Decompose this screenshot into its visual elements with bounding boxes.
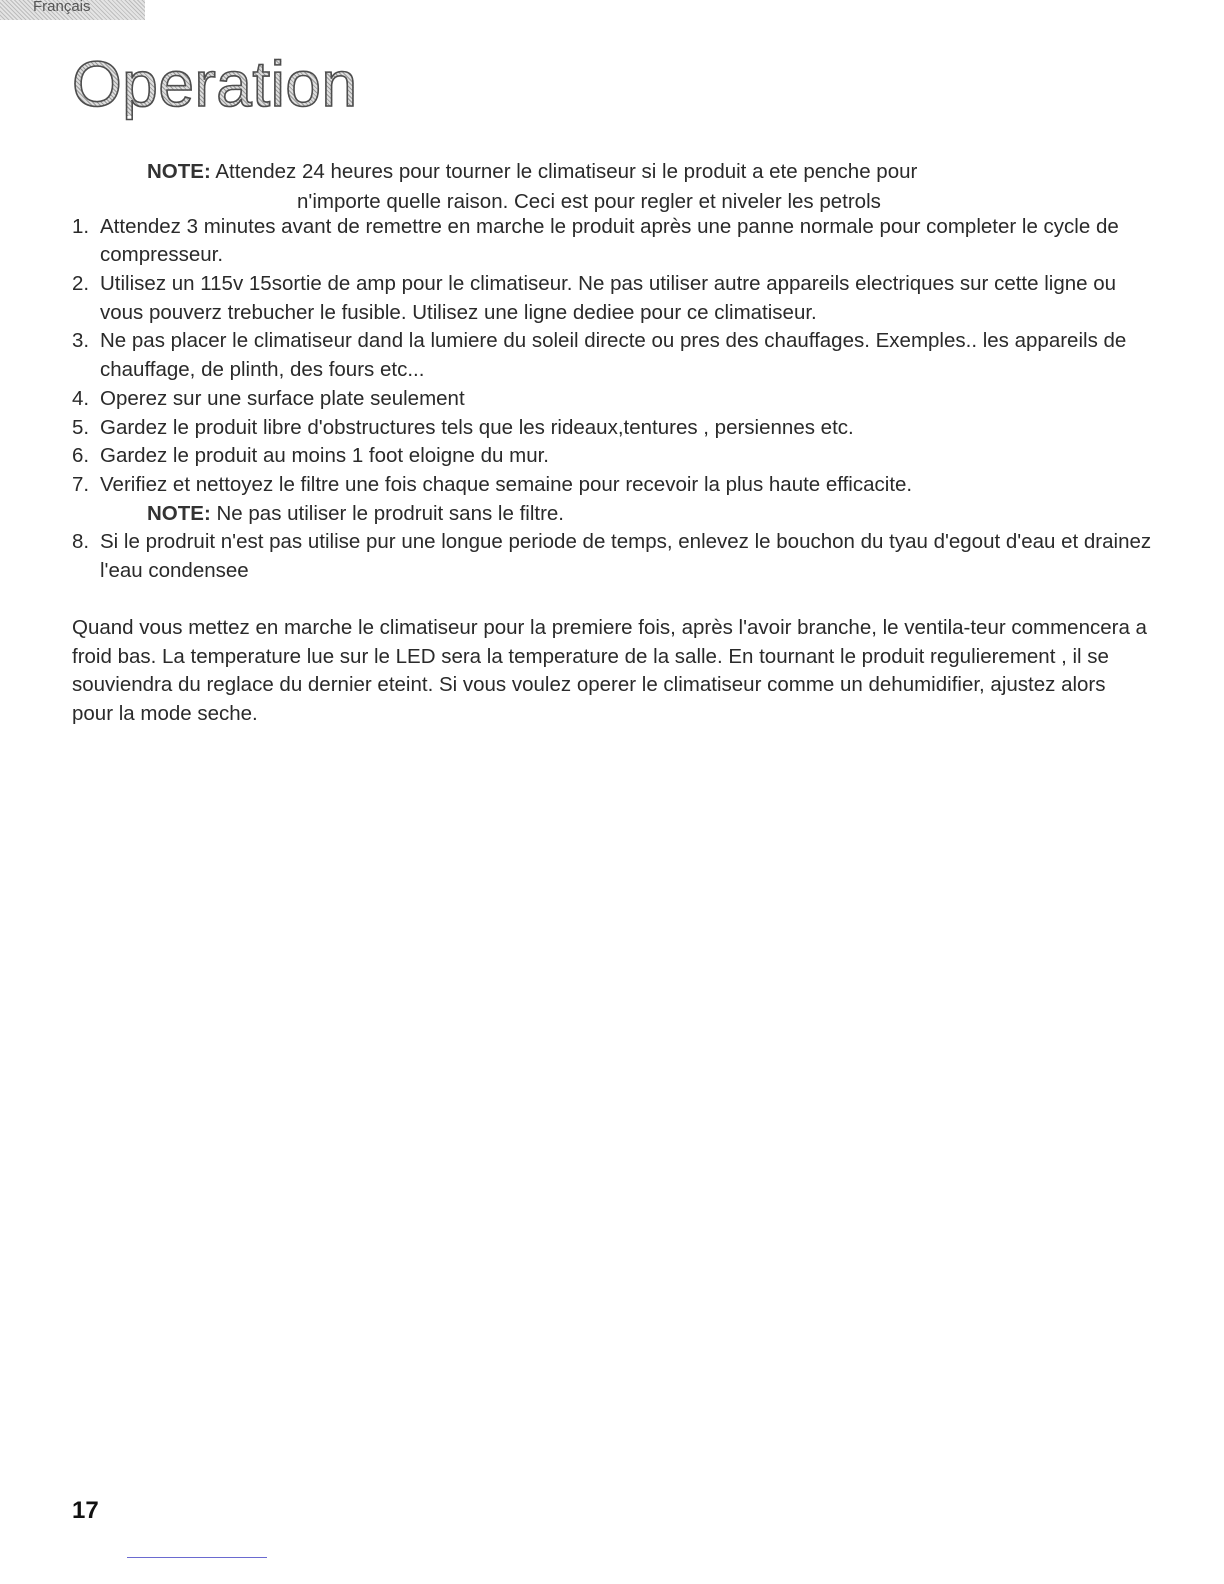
step-number: 5. (72, 415, 90, 439)
content-body (72, 158, 1157, 749)
note-text-line1: Attendez 24 heures pour tourner le climatiseur si le produit a ete penche pour (215, 160, 918, 183)
step-text: Gardez le produit au moins 1 foot eloigne du mur. (100, 444, 549, 468)
step-text: Operez sur une surface plate seulement (100, 386, 465, 410)
step-text: Gardez le produit libre d'obstructures tels que les rideaux,tentures , persiennes etc. (100, 415, 854, 439)
list-item (72, 442, 1157, 471)
list-item (72, 471, 1157, 528)
step-number: 3. (72, 329, 90, 353)
step-number: 6. (72, 444, 90, 468)
page-number: 17 (72, 1497, 99, 1524)
list-item (72, 385, 1157, 414)
step-number: 4. (72, 386, 90, 410)
note-text-line2: n'importe quelle raison. Ceci est pour regler et niveler les petrols (297, 189, 881, 213)
intro-note (72, 158, 1157, 213)
step-number: 8. (72, 530, 90, 554)
step-text: Attendez 3 minutes avant de remettre en marche le produit après une panne normale pour completer le cycle de compresseur. (100, 214, 1119, 267)
list-item (72, 414, 1157, 443)
step-text: Utilisez un 115v 15sortie de amp pour le climatiseur. Ne pas utiliser autre appareils electriques sur cette ligne ou vous pouverz trebucher le fusible. Utilisez une ligne dediee pour ce climatiseur. (100, 272, 1117, 324)
filter-note-text: Ne pas utiliser le prodruit sans le filtre. (216, 501, 564, 525)
note-label: NOTE: (147, 160, 211, 183)
list-item (72, 213, 1157, 270)
step-text: Verifiez et nettoyez le filtre une fois chaque semaine pour recevoir la plus haute efficacite. (100, 472, 913, 496)
step-number: 2. (72, 272, 90, 295)
language-tab: Français (0, 0, 145, 20)
step-number: 1. (72, 214, 90, 238)
step-text: Ne pas placer le climatiseur dand la lumiere du soleil directe ou pres des chauffages. Exemples.. les appareils de chauffage, de plinth, des fours etc... (100, 329, 1127, 382)
operation-steps-list (72, 213, 1157, 586)
note-label: NOTE: (147, 501, 211, 525)
footer-divider (127, 1557, 267, 1558)
intro-note-line1 (147, 158, 1157, 187)
filter-note (100, 500, 1157, 529)
page-title: Operation (72, 48, 358, 120)
first-use-paragraph: Quand vous mettez en marche le climatiseur pour la premiere fois, après l'avoir branche, le ventila-teur commencera a froid bas. La temperature lue sur le LED sera la temperature de la salle. En tournant le produit regulierement , il se souviendra du reglace du dernier eteint. Si vous voulez operer le climatiseur comme un dehumidifier, ajustez alors pour la mode seche. (72, 615, 1147, 726)
list-item (72, 270, 1157, 327)
step-text: Si le prodruit n'est pas utilise pur une longue periode de temps, enlevez le bouchon du tyau d'egout d'eau et drainez l'eau condensee (100, 530, 1152, 583)
step-number: 7. (72, 472, 90, 496)
list-item (72, 528, 1157, 585)
list-item (72, 327, 1157, 384)
